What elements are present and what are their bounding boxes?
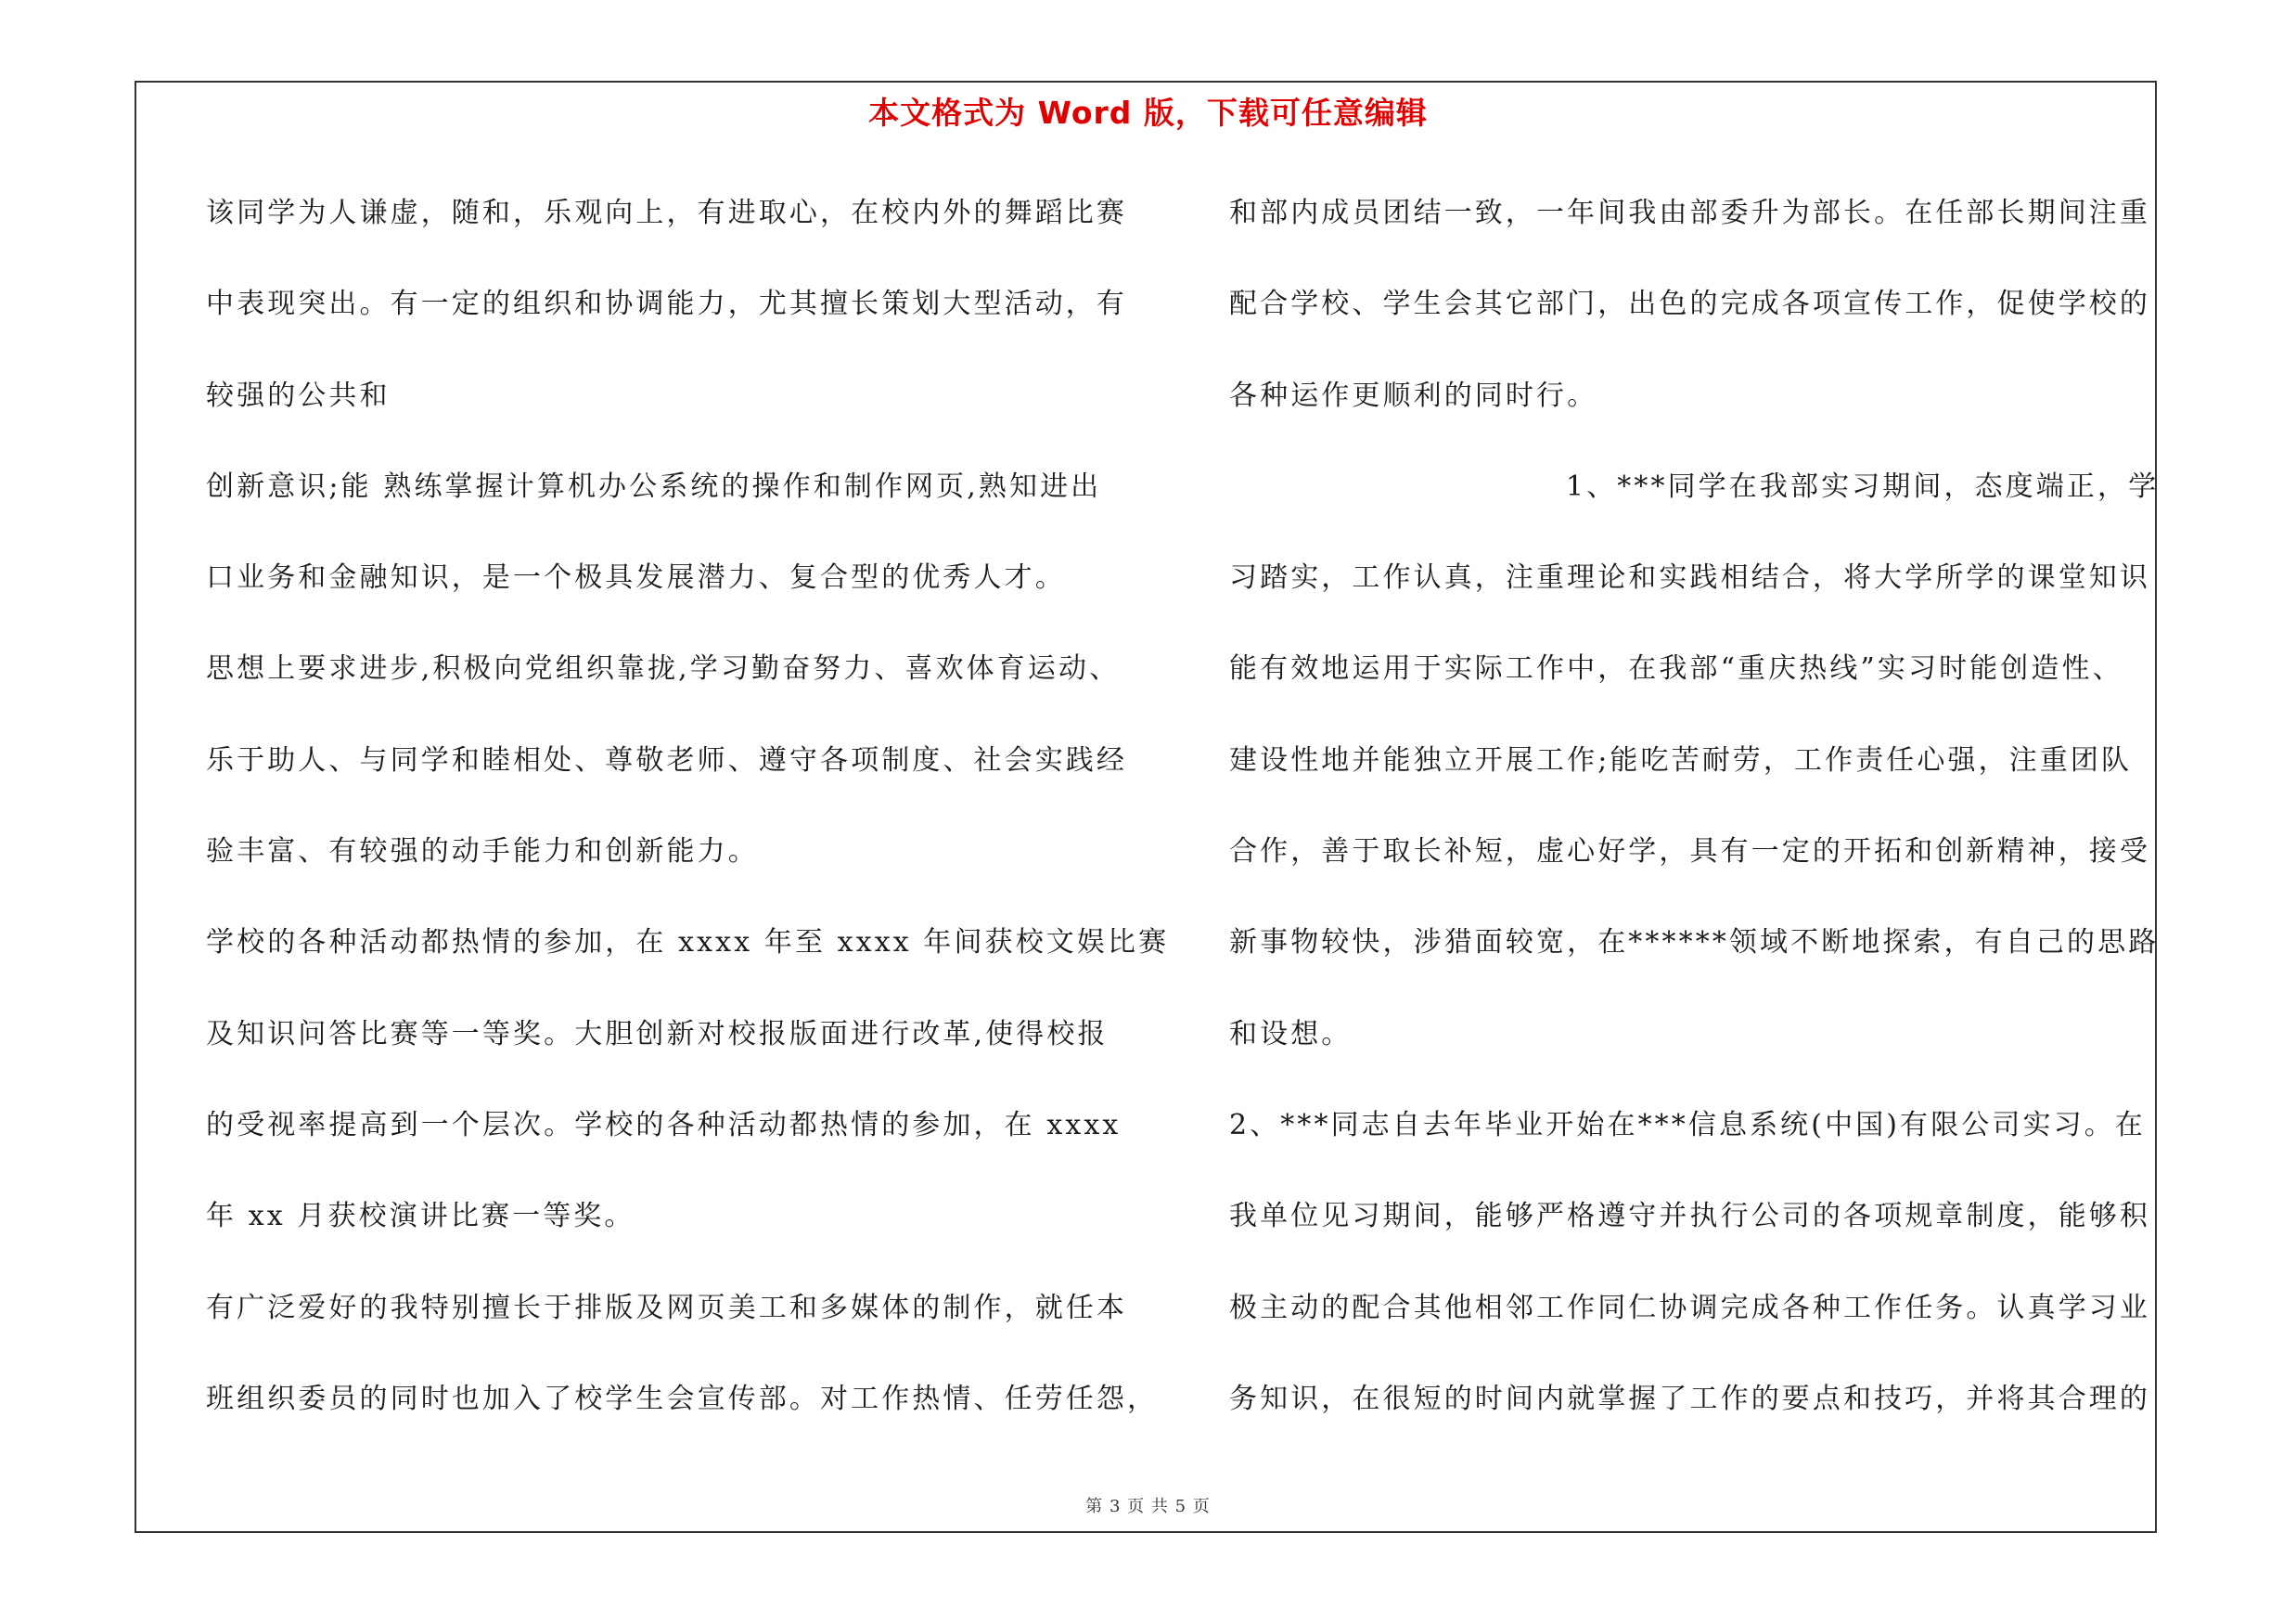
text-line: 1、***同学在我部实习期间，态度端正，学 [1566,470,2160,503]
text-line: 验丰富、有较强的动手能力和创新能力。 [206,835,759,869]
text-line: 能有效地运用于实际工作中，在我部“重庆热线”实习时能创造性、 [1229,652,2123,686]
text-line: 新事物较快，涉猎面较宽，在******领域不断地探索，有自己的思路 [1229,926,2160,960]
text-line: 我单位见习期间，能够严格遵守并执行公司的各项规章制度，能够积 [1229,1200,2150,1233]
text-line: 和设想。 [1229,1017,1353,1050]
text-line: 班组织委员的同时也加入了校学生会宣传部。对工作热情、任劳任怨， [206,1382,1159,1415]
text-line: 的受视率提高到一个层次。学校的各种活动都热情的参加，在 xxxx [206,1108,1122,1141]
text-line: 较强的公共和 [206,379,391,412]
text-line: 学校的各种活动都热情的参加，在 xxxx 年至 xxxx 年间获校文娱比赛 [206,926,1170,960]
text-line: 该同学为人谦虚，随和，乐观向上，有进取心，在校内外的舞蹈比赛 [206,197,1127,229]
text-line: 和部内成员团结一致，一年间我由部委升为部长。在任部长期间注重 [1229,197,2150,229]
text-line: 务知识，在很短的时间内就掌握了工作的要点和技巧，并将其合理的 [1229,1382,2150,1415]
text-line: 各种运作更顺利的同时行。 [1229,379,1598,412]
left-column [206,182,1170,1459]
text-line: 及知识问答比赛等一等奖。大胆创新对校报版面进行改革,使得校报 [206,1017,1109,1050]
text-line: 年 xx 月获校演讲比赛一等奖。 [206,1200,635,1233]
text-line: 乐于助人、与同学和睦相处、尊敬老师、遵守各项制度、社会实践经 [206,743,1127,777]
text-line: 建设性地并能独立开展工作;能吃苦耐劳，工作责任心强，注重团队 [1229,743,2133,777]
text-line: 创新意识;能 熟练掌握计算机办公系统的操作和制作网页,熟知进出 [206,470,1102,503]
text-line: 合作，善于取长补短，虚心好学，具有一定的开拓和创新精神，接受 [1229,835,2150,869]
text-line: 思想上要求进步,积极向党组织靠拢,学习勤奋努力、喜欢体育运动、 [206,652,1121,686]
text-line: 极主动的配合其他相邻工作同仁协调完成各种工作任务。认真学习业 [1229,1291,2150,1324]
text-line: 习踏实，工作认真，注重理论和实践相结合，将大学所学的课堂知识 [1229,561,2150,595]
text-line: 2、***同志自去年毕业开始在***信息系统(中国)有限公司实习。在 [1229,1108,2146,1141]
text-line: 配合学校、学生会其它部门，出色的完成各项宣传工作，促使学校的 [1229,288,2150,321]
text-line: 中表现突出。有一定的组织和协调能力，尤其擅长策划大型活动，有 [206,288,1127,321]
text-line: 有广泛爱好的我特别擅长于排版及网页美工和多媒体的制作，就任本 [206,1291,1127,1324]
page-number-footer: 第 3 页 共 5 页 [1085,1497,1211,1516]
right-column [1229,182,2160,1459]
watermark-banner: 本文格式为 Word 版，下载可任意编辑 [868,95,1428,131]
text-line: 口业务和金融知识，是一个极具发展潜力、复合型的优秀人才。 [206,561,1066,595]
